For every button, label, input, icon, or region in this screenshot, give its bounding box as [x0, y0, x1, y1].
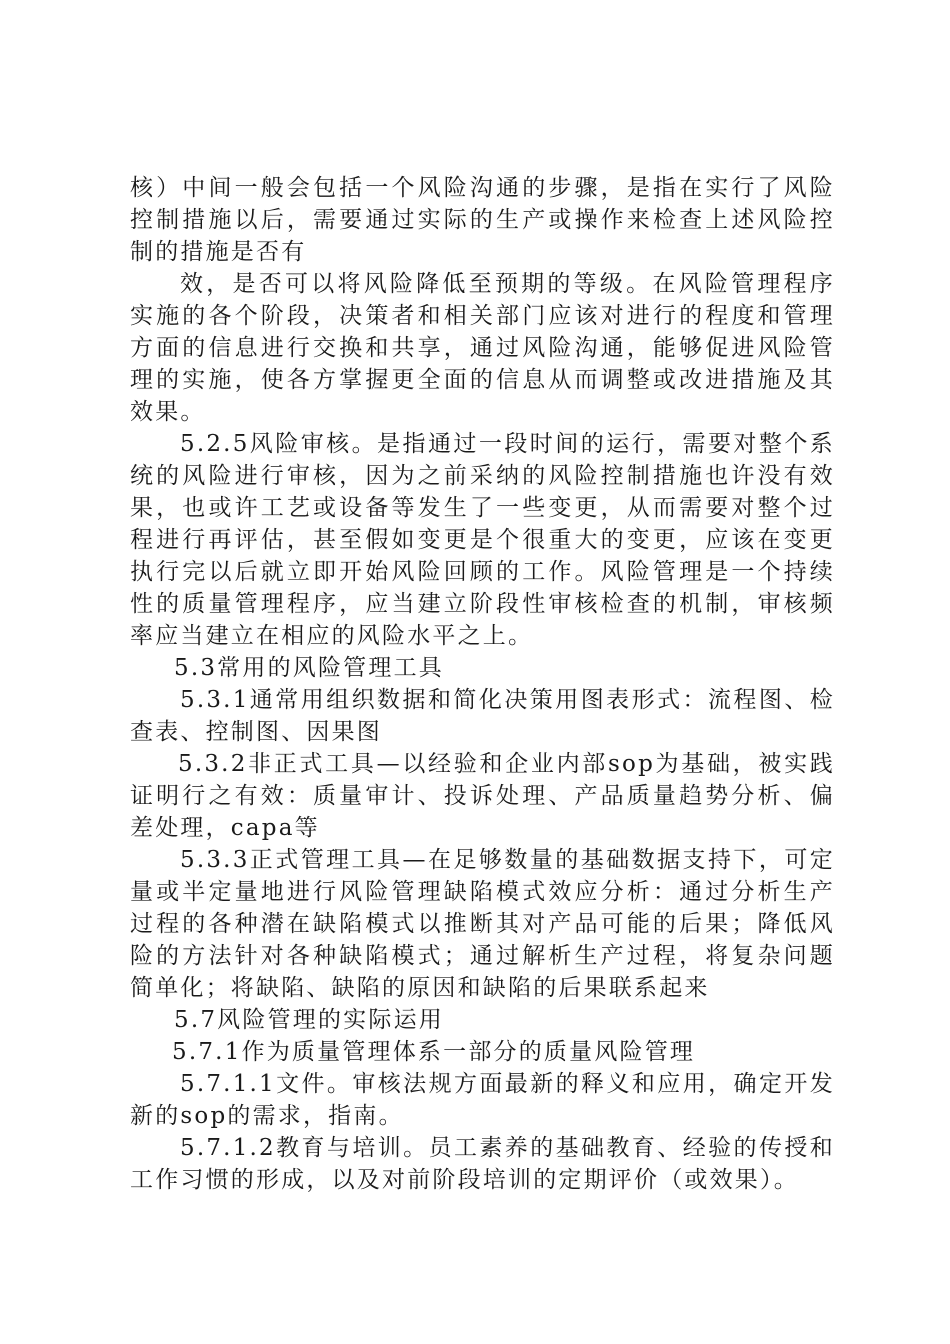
heading-qrm-part-of-qms: 5.7.1作为质量管理体系一部分的质量风险管理 — [172, 1039, 696, 1065]
paragraph-tools-formal: 5.3.3正式管理工具—在足够数量的基础数据支持下，可定量或半定量地进行风险管理缺陷模式效应分析：通过分析生产过程的各种潜在缺陷模式以推断其对产品可能的后果；降低风险的方法针对各种缺陷模式；通过解析生产过程，将复杂问题简单化；将缺陷、缺陷的原因和缺陷的后果联系起来 — [130, 847, 835, 1001]
heading-practical-application: 5.7风险管理的实际运用 — [174, 1007, 444, 1033]
paragraph-training: 5.7.1.2教育与培训。员工素养的基础教育、经验的传授和工作习惯的形成，以及对前阶段培训的定期评价（或效果）。 — [130, 1135, 835, 1193]
document-body — [130, 172, 835, 1196]
paragraph-tools-informal: 5.3.2非正式工具—以经验和企业内部sop为基础，被实践证明行之有效：质量审计、投诉处理、产品质量趋势分析、偏差处理，capa等 — [130, 751, 835, 841]
paragraph-tools-common: 5.3.1通常用组织数据和简化决策用图表形式：流程图、检查表、控制图、因果图 — [130, 687, 835, 745]
paragraph-risk-communication-cont: 效，是否可以将风险降低至预期的等级。在风险管理程序实施的各个阶段，决策者和相关部门应该对进行的程度和管理方面的信息进行交换和共享，通过风险沟通，能够促进风险管理的实施，使各方掌握更全面的信息从而调整或改进措施及其效果。 — [130, 271, 835, 425]
paragraph-risk-communication-start: 核）中间一般会包括一个风险沟通的步骤，是指在实行了风险控制措施以后，需要通过实际的生产或操作来检查上述风险控制的措施是否有 — [130, 175, 835, 265]
paragraph-risk-review: 5.2.5风险审核。是指通过一段时间的运行，需要对整个系统的风险进行审核，因为之前采纳的风险控制措施也许没有效果，也或许工艺或设备等发生了一些变更，从而需要对整个过程进行再评估，甚至假如变更是个很重大的变更，应该在变更执行完以后就立即开始风险回顾的工作。风险管理是一个持续性的质量管理程序，应当建立阶段性审核检查的机制，审核频率应当建立在相应的风险水平之上。 — [130, 431, 835, 649]
heading-risk-tools: 5.3常用的风险管理工具 — [174, 655, 444, 681]
paragraph-documents: 5.7.1.1文件。审核法规方面最新的释义和应用，确定开发新的sop的需求，指南。 — [130, 1071, 835, 1129]
